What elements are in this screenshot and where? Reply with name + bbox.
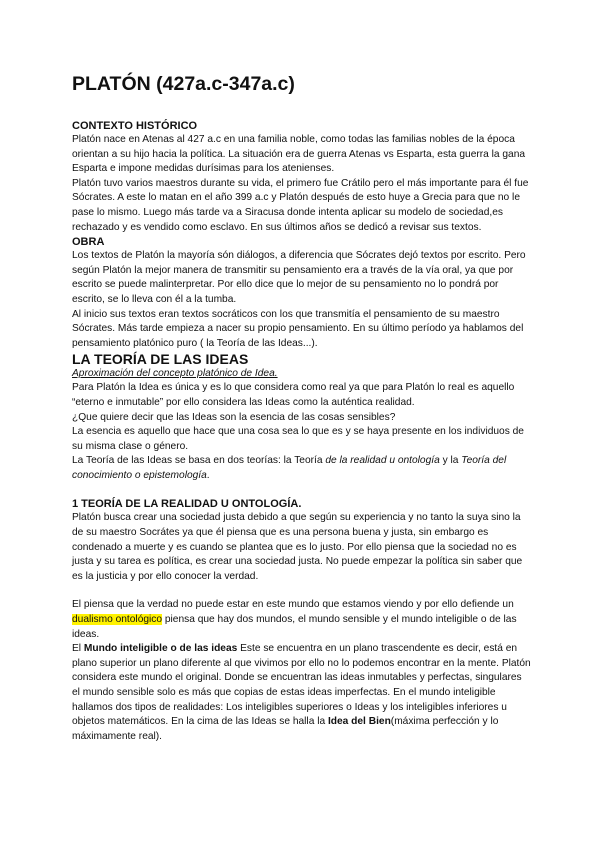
text-run: El — [72, 643, 84, 655]
paragraph-obra-2: Al inicio sus textos eran textos socráticos con los que transmitía el pensamiento de su maestro Sócrates. Más tarde empieza a nacer su propio pensamiento. En su último período ya hablamos del pensamiento platónico puro ( la Teoría de las Ideas...). — [72, 308, 524, 349]
paragraph-teoria-2: ¿Que quiere decir que las Ideas son la esencia de las cosas sensibles? — [72, 411, 396, 423]
text-run: y la — [439, 455, 462, 467]
section-heading-ontologia: 1 TEORÍA DE LA REALIDAD U ONTOLOGÍA. — [72, 498, 302, 511]
text-run: La Teoría de las Ideas se basa en dos teorías: la Teoría — [72, 455, 326, 467]
page-title: PLATÓN (427a.c-347a.c) — [72, 73, 295, 95]
text-run: piensa que hay dos mundos, el mundo sensible y el mundo inteligible o de las ideas. — [72, 614, 517, 640]
paragraph-ontologia-1: Platón busca crear una sociedad justa debido a que según su experiencia y no tanto la suya sino la de su maestro Socrátes ya que él piensa que es una persona buena y justa, sin embargo es condenado a muerte y es cuando se plantea que es lo justo. Por ello piensa que la sociedad no es justa y su tarea es política, es crear una sociedad justa. No puede empezar la política sin saber que es la justicia y por ello conocer la verdad. — [72, 512, 523, 582]
text-run: Este se encuentra en un plano trascendente es decir, está en plano superior un plano diferente al que vivimos por ello no lo podemos encontrar en la mente. Platón considera este mundo el original. Donde se encuentran las ideas inmutables y perfectas, singulares el mundo sensible solo es más que copias de estas ideas imperfectas. En el mundo inteligible hallamos dos tipos de realidades: Los inteligibles superiores o Ideas y los inteligibles inferiores u objetos matemáticos. En la cima de las Ideas se halla la — [72, 643, 531, 728]
paragraph-teoria-4 — [72, 454, 532, 483]
paragraph-ontologia-3 — [72, 642, 532, 744]
highlighted-term: dualismo ontológico — [72, 614, 163, 626]
section-heading-obra: OBRA — [72, 236, 105, 249]
paragraph-contexto-1: Platón nace en Atenas al 427 a.c en una familia noble, como todas las familias nobles de la época orientan a su hijo hacia la política. La situación era de guerra Atenas vs Esparta, esta guerra la gana Esparta e impone medidas durísimas para los atenienses. — [72, 134, 526, 175]
text-run: (máxima perfección y lo máximamente real). — [72, 716, 499, 742]
paragraph-obra-1: Los textos de Platón la mayoría són diálogos, a diferencia que Sócrates dejó textos por escrito. Pero según Platón la mejor manera de transmitir su pensamiento era a través de la vía oral, ya que por escrito se puede malinterpretar. Por ello dice que lo mejor de su pensamiento no lo pondrá por escrito, se lo lleva con él a la tumba. — [72, 250, 526, 305]
section-heading-teoria: LA TEORÍA DE LAS IDEAS — [72, 351, 249, 368]
paragraph-teoria-1: Para Platón la Idea es única y es lo que considera como real ya que para Platón lo real es aquello “eterno e inmutable” por ello considera las Ideas como la auténtica realidad. — [72, 382, 515, 408]
bold-mundo-inteligible: Mundo inteligible o de las ideas — [83, 643, 238, 655]
document-page — [72, 72, 532, 744]
subheading-idea: Aproximación del concepto platónico de Idea. — [72, 368, 278, 380]
bold-idea-del-bien: Idea del Bien — [327, 716, 391, 728]
paragraph-ontologia-2 — [72, 598, 532, 642]
paragraph-contexto-2: Platón tuvo varios maestros durante su vida, el primero fue Crátilo pero el más importante para él fue Sócrates. A este lo matan en el año 399 a.c y Platón después de esto huye a Grecia para que no le pase lo mismo. Luego más tarde va a Siracusa donde intenta aplicar su modelo de sociedad,es rechazado y es vendido como esclavo. En sus últimos años se dedicó a revisar sus textos. — [72, 177, 529, 233]
paragraph-teoria-3: La esencia es aquello que hace que una cosa sea lo que es y se haya presente en los individuos de su misma clase o género. — [72, 426, 524, 452]
italic-realidad: de la realidad u ontología — [325, 455, 440, 467]
text-run: . — [206, 469, 210, 481]
text-run: El piensa que la verdad no puede estar en este mundo que estamos viendo y por ello defiende un — [72, 599, 514, 611]
section-heading-contexto: CONTEXTO HISTÓRICO — [72, 120, 198, 132]
italic-conocimiento: Teoría del conocimiento o epistemología — [72, 455, 507, 481]
